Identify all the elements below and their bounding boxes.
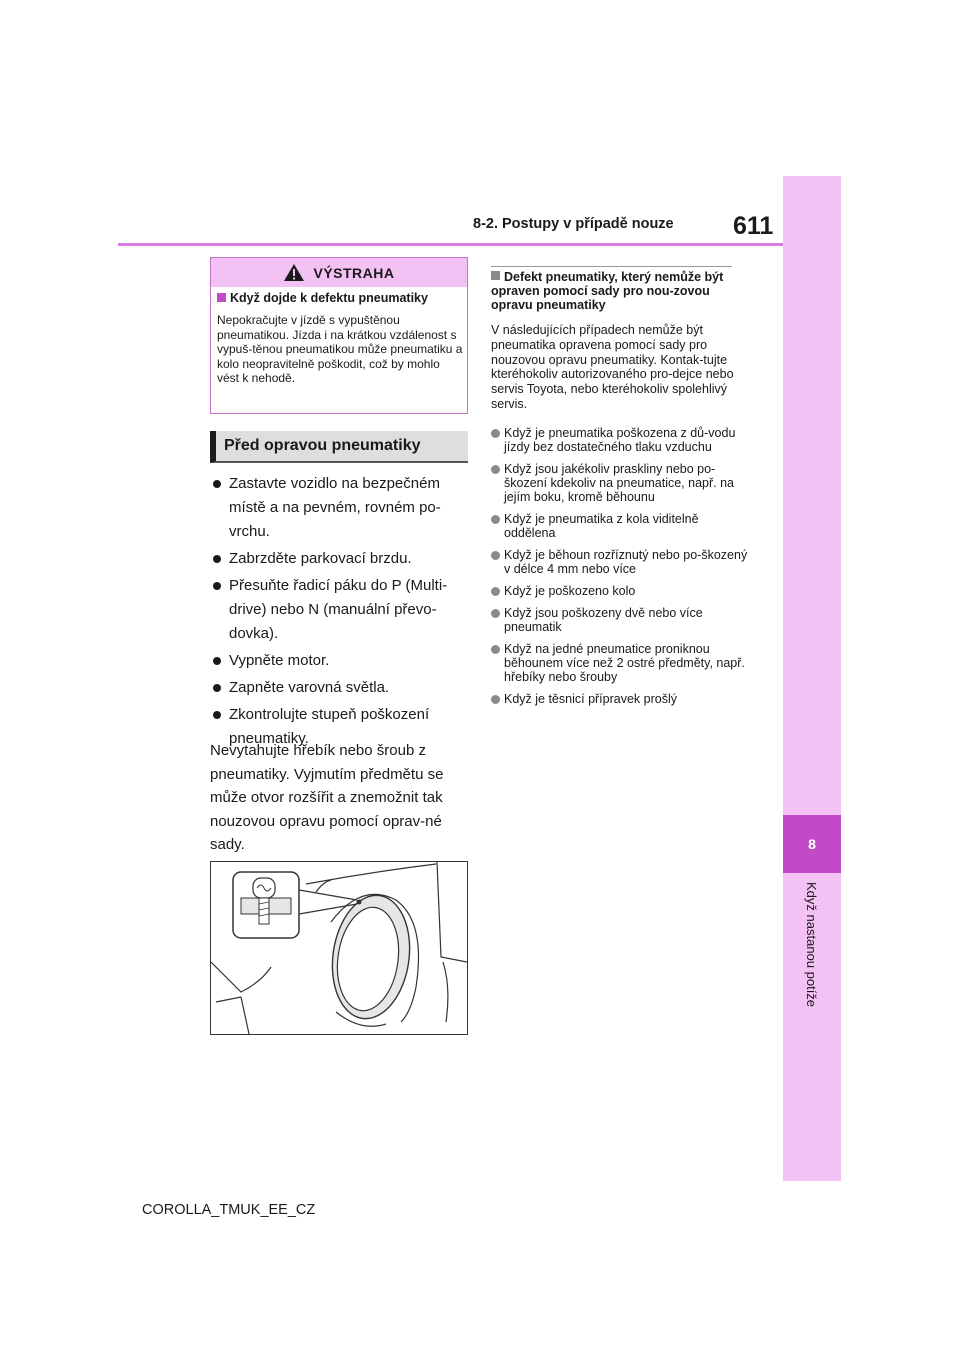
list-item: Přesuňte řadicí páku do P (Multi-drive) nebo N (manuální převo-dovka). <box>213 574 469 646</box>
chapter-label: Když nastanou potíže <box>804 882 819 1008</box>
square-bullet-icon <box>217 293 226 302</box>
warning-subheading <box>217 291 428 305</box>
list-item: Když jsou jakékoliv praskliny nebo po-škození kdekoliv na pneumatice, např. na jejím boku, kromě běhounu <box>491 462 753 504</box>
divider <box>491 266 732 267</box>
tire-illustration-svg <box>211 862 467 1034</box>
list-item: Zastavte vozidlo na bezpečném místě a na pevném, rovném po-vrchu. <box>213 472 469 544</box>
warning-subheading-text: Když dojde k defektu pneumatiky <box>230 291 428 305</box>
tire-nail-illustration <box>210 861 468 1035</box>
warning-text: Nepokračujte v jízdě s vypuštěnou pneumatikou. Jízda i na krátkou vzdálenost s vypuš-těnou pneumatikou může pneumatiku a kolo neopravitelně poškodit, což by mohlo vést k nehodě. <box>217 313 463 385</box>
section-heading-before-repair: Před opravou pneumatiky <box>210 431 468 463</box>
square-bullet-icon <box>491 271 500 280</box>
unrepairable-cases-list <box>491 426 753 714</box>
list-item: Když jsou poškozeny dvě nebo více pneumatik <box>491 606 753 634</box>
list-item: Zapněte varovná světla. <box>213 676 469 700</box>
header-rule <box>118 243 783 246</box>
chapter-number: 8 <box>783 815 841 873</box>
list-item: Když je pneumatika z kola viditelně oddělena <box>491 512 753 540</box>
warning-title: VÝSTRAHA <box>313 264 395 281</box>
warning-box <box>210 257 468 414</box>
unrepairable-intro: V následujících případech nemůže být pneumatika opravena pomocí sady pro nouzovou opravu pneumatiky. Kontak-tujte kteréhokoliv autorizovaného pro-dejce nebo servis Toyota, nebo kteréhokoliv spolehlivý servis. <box>491 323 734 411</box>
repair-steps-list <box>213 472 469 754</box>
page-number: 611 <box>733 212 774 240</box>
document-code: COROLLA_TMUK_EE_CZ <box>142 1202 316 1218</box>
list-item: Když je pneumatika poškozena z dů-vodu jízdy bez dostatečného tlaku vzduchu <box>491 426 753 454</box>
nail-note-paragraph: Nevytahujte hřebík nebo šroub z pneumatiky. Vyjmutím předmětu se může otvor rozšířit a znemožnit tak nouzovou opravu pomocí oprav-né sady. <box>210 742 444 853</box>
list-item: Když na jedné pneumatice proniknou běhounem více než 2 ostré předměty, např. hřebíky nebo šrouby <box>491 642 753 684</box>
warning-header <box>211 258 467 287</box>
unrepairable-heading <box>491 270 747 312</box>
list-item: Když je poškozeno kolo <box>491 584 753 598</box>
warning-triangle-icon <box>283 263 305 282</box>
list-item: Když je těsnicí přípravek prošlý <box>491 692 753 706</box>
section-title: 8-2. Postupy v případě nouze <box>473 216 674 232</box>
unrepairable-heading-text: Defekt pneumatiky, který nemůže být opraven pomocí sady pro nou-zovou opravu pneumatiky <box>491 270 724 312</box>
list-item: Zabrzděte parkovací brzdu. <box>213 547 469 571</box>
list-item: Vypněte motor. <box>213 649 469 673</box>
list-item: Zkontrolujte stupeň poškození pneumatiky. <box>213 703 469 751</box>
list-item: Když je běhoun rozříznutý nebo po-škozený v délce 4 mm nebo více <box>491 548 753 576</box>
